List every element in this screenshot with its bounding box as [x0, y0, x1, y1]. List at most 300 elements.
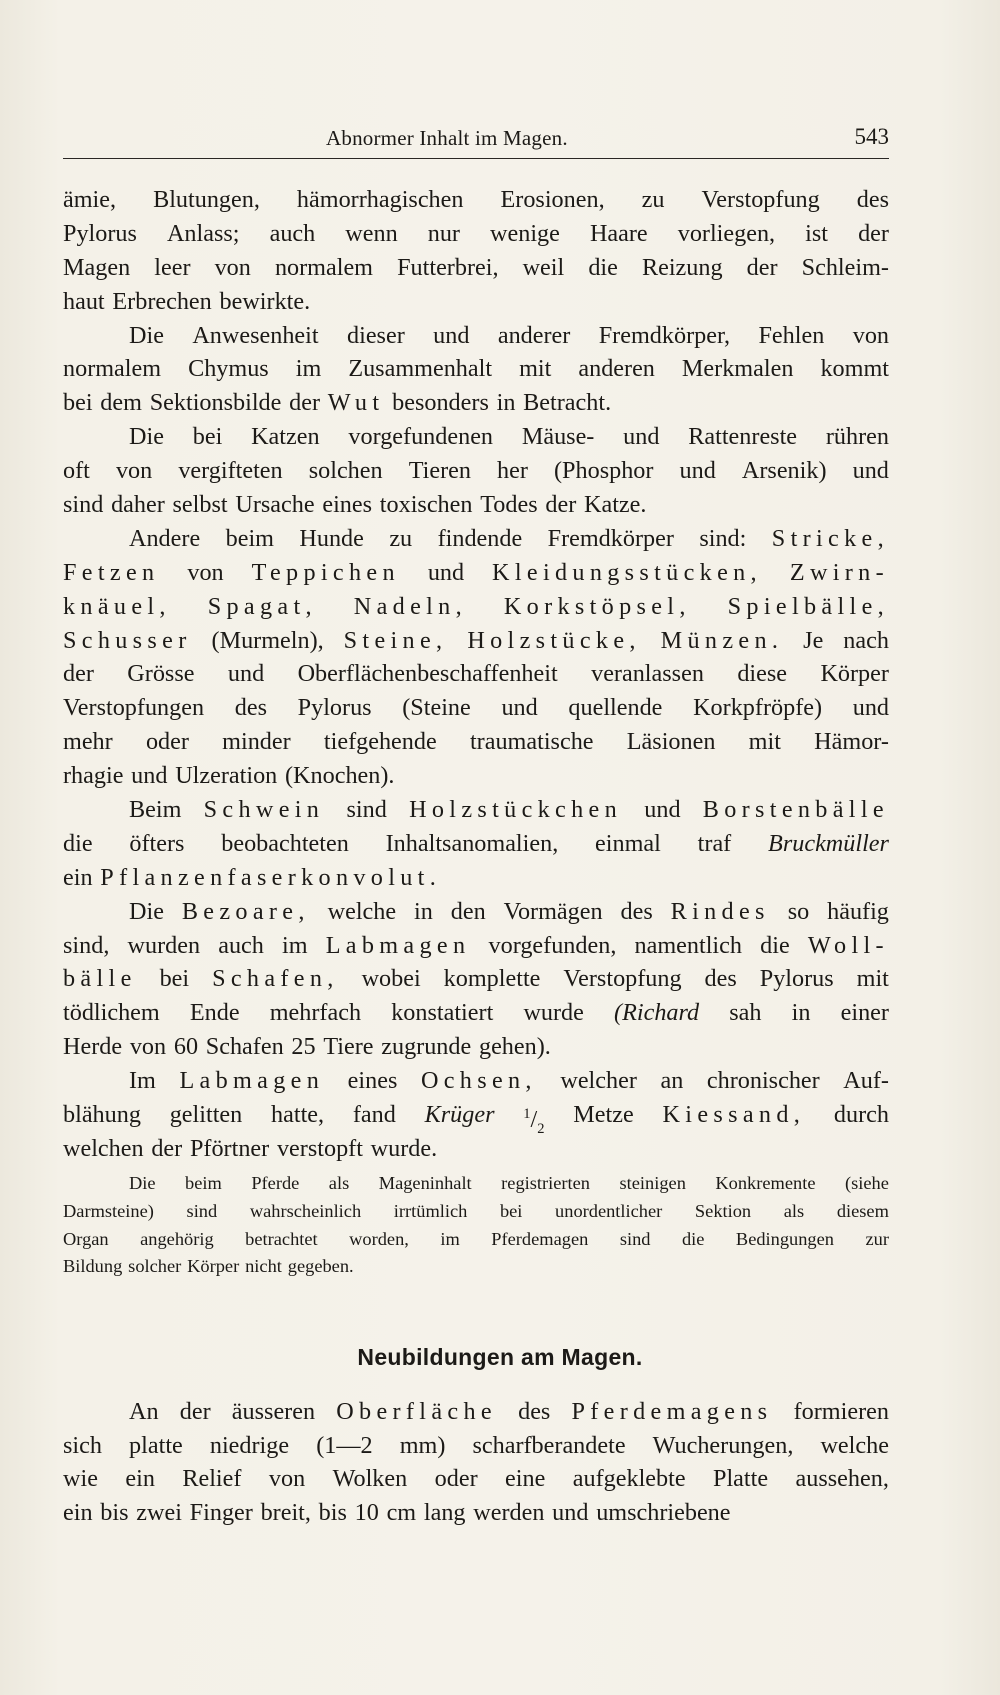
- word: Oberfläche: [336, 1398, 497, 1425]
- text-line: [63, 1395, 889, 1429]
- word: durch: [833, 1101, 889, 1129]
- word: registrierten: [501, 1173, 591, 1193]
- word: welcher: [560, 1067, 637, 1095]
- word: wenn: [345, 219, 398, 247]
- word: ein: [63, 863, 93, 891]
- word: bei: [159, 965, 190, 993]
- word: der: [858, 219, 889, 247]
- word: Korkpfröpfe): [693, 694, 823, 722]
- text-line: [63, 1496, 889, 1530]
- word: Vormägen: [503, 897, 603, 925]
- text-line: [63, 929, 889, 963]
- word: selbst: [172, 491, 228, 519]
- word: Futterbrei,: [397, 253, 499, 281]
- word: Wolken: [332, 1465, 408, 1492]
- text-line: [63, 962, 889, 996]
- word: ein: [125, 1465, 155, 1492]
- word: wurden: [127, 931, 201, 959]
- word: Ende: [189, 999, 240, 1027]
- word: unordentlicher: [555, 1200, 663, 1221]
- word: steinigen: [619, 1173, 686, 1193]
- word: im: [440, 1228, 460, 1249]
- word: und: [852, 694, 889, 722]
- text-line: [63, 217, 889, 251]
- word: mehr: [63, 728, 113, 756]
- word: chronischer: [706, 1067, 820, 1095]
- word: Die: [129, 897, 164, 925]
- word: Rindes: [670, 897, 770, 925]
- word: oder: [145, 728, 189, 756]
- word: Blutungen,: [153, 186, 260, 213]
- word: breit,: [260, 1498, 311, 1526]
- word: nach: [843, 626, 889, 654]
- text-line: [63, 691, 889, 725]
- word: Reizung: [641, 253, 723, 281]
- word: von: [115, 457, 153, 485]
- word: an: [660, 1067, 684, 1095]
- word: wurde.: [370, 1134, 438, 1162]
- word: welchen: [63, 1134, 144, 1162]
- word: des: [234, 694, 267, 722]
- word: Die: [129, 423, 164, 451]
- text-line: [63, 657, 889, 691]
- word: her: [497, 457, 528, 485]
- word: einmal: [595, 829, 661, 857]
- word: Ursache: [235, 491, 315, 519]
- word: Tiere: [323, 1033, 374, 1061]
- word: Teppichen: [251, 558, 400, 586]
- word: Zusammenhalt: [348, 355, 493, 383]
- text-line: [63, 827, 889, 861]
- word: auch: [218, 931, 264, 959]
- word: worden,: [349, 1228, 409, 1249]
- word: Bezoare,: [181, 897, 310, 925]
- word: leer: [154, 253, 191, 281]
- text-line: [63, 624, 889, 658]
- word: die: [760, 931, 790, 959]
- word: so: [787, 897, 810, 925]
- word: Fremdkörper,: [598, 321, 731, 349]
- word: werden: [473, 1498, 545, 1526]
- word: Schleim-: [801, 253, 889, 281]
- word: von: [129, 1033, 167, 1061]
- word: hatte,: [271, 1101, 325, 1129]
- word: beim: [225, 524, 274, 552]
- word: diese: [737, 660, 788, 688]
- word: traf: [697, 829, 732, 857]
- word: Merkmalen: [681, 355, 794, 383]
- word: bewirkte.: [219, 287, 311, 315]
- word: Sektionsbilde: [149, 389, 282, 417]
- text-line: [63, 1253, 889, 1281]
- word: Mäuse-: [521, 423, 595, 451]
- word: Bruckmüller: [768, 829, 889, 857]
- word: haut: [63, 287, 105, 315]
- word: Kleidungsstücken,: [492, 558, 762, 586]
- word: Katzen: [251, 423, 320, 451]
- word: Korkstöpsel,: [503, 592, 691, 620]
- word: und: [552, 1498, 589, 1526]
- page-number: 543: [854, 124, 889, 149]
- word: Pylorus: [63, 219, 137, 247]
- word: Oberflächenbeschaffenheit: [297, 660, 558, 688]
- word: zugrunde: [381, 1033, 472, 1061]
- word: Je: [803, 626, 824, 654]
- word: Münzen.: [660, 626, 784, 654]
- text-line: [63, 725, 889, 759]
- word: lang: [423, 1498, 466, 1526]
- word: auch: [269, 219, 316, 247]
- word: Wucherungen,: [652, 1431, 794, 1459]
- word: $^1/_2$: [523, 1106, 545, 1137]
- word: Nadeln,: [353, 592, 467, 620]
- word: (1—2: [316, 1431, 373, 1459]
- word: und: [852, 457, 889, 485]
- word: dem: [100, 389, 142, 417]
- word: solchen: [308, 457, 383, 485]
- word: gegeben.: [287, 1256, 354, 1277]
- word: konstatiert: [391, 999, 494, 1027]
- word: umschriebene: [596, 1498, 731, 1526]
- word: blähung: [63, 1101, 141, 1129]
- word: namentlich: [634, 931, 742, 959]
- word: sind: [346, 796, 387, 824]
- text-line: [63, 1098, 889, 1137]
- word: anderer: [497, 321, 571, 349]
- word: Organ: [63, 1228, 109, 1249]
- text-line: [63, 895, 889, 929]
- word: Bedingungen: [735, 1228, 834, 1249]
- word: Ulzeration: [175, 762, 278, 790]
- word: in: [496, 389, 516, 417]
- word: und: [644, 796, 681, 824]
- word: vorgefunden,: [488, 931, 617, 959]
- word: Erosionen,: [500, 186, 605, 213]
- word: Fehlen: [758, 321, 825, 349]
- word: (siehe: [844, 1173, 889, 1193]
- word: Auf-: [843, 1067, 889, 1095]
- word: sind: [619, 1228, 651, 1249]
- word: Verstopfungen: [63, 694, 205, 722]
- text-line: [63, 590, 889, 624]
- word: mm): [399, 1431, 446, 1459]
- word: Körper: [820, 660, 889, 688]
- word: Mageninhalt: [378, 1173, 472, 1193]
- word: Krüger: [424, 1101, 495, 1129]
- text-line: [63, 861, 889, 895]
- word: solcher: [128, 1256, 182, 1277]
- word: bei: [63, 389, 93, 417]
- word: Schwein: [203, 796, 325, 824]
- word: (Steine: [402, 694, 471, 722]
- word: beim: [185, 1173, 222, 1193]
- word: nicht: [245, 1256, 282, 1277]
- word: aufgeklebte: [572, 1465, 686, 1492]
- text-line: [63, 1064, 889, 1098]
- word: welche: [820, 1431, 889, 1459]
- word: Katze.: [584, 491, 647, 519]
- text-line: [63, 285, 889, 319]
- word: Holzstücke,: [467, 626, 641, 654]
- word: besonders: [392, 389, 489, 417]
- word: kommt: [820, 355, 889, 383]
- word: in: [791, 999, 811, 1027]
- word: Verstopfung: [563, 965, 682, 993]
- word: Darmsteine): [63, 1200, 154, 1221]
- word: Fetzen: [63, 558, 160, 586]
- word: ein: [63, 1498, 93, 1526]
- word: Rattenreste: [688, 423, 798, 451]
- word: Beim: [129, 796, 182, 824]
- word: der: [545, 491, 577, 519]
- word: Pförtner: [189, 1134, 270, 1162]
- word: mehrfach: [269, 999, 362, 1027]
- word: Pferde: [251, 1173, 300, 1193]
- word: zur: [865, 1228, 889, 1249]
- word: im: [282, 931, 308, 959]
- word: Kiessand,: [662, 1101, 806, 1129]
- word: 60: [173, 1033, 199, 1061]
- word: bis: [318, 1498, 347, 1526]
- word: Andere: [129, 524, 201, 552]
- text-line: [63, 183, 889, 217]
- word: Herde: [63, 1033, 123, 1061]
- word: mit: [748, 728, 781, 756]
- word: daher: [111, 491, 165, 519]
- word: gehen).: [478, 1033, 551, 1061]
- word: 10: [354, 1498, 379, 1526]
- word: bälle: [63, 965, 137, 993]
- word: ämie,: [63, 186, 117, 213]
- word: einer: [840, 999, 889, 1027]
- text-line: [63, 251, 889, 285]
- word: und: [427, 558, 465, 586]
- word: vorliegen,: [677, 219, 776, 247]
- word: formieren: [793, 1398, 889, 1425]
- word: welche: [327, 897, 397, 925]
- word: wobei: [361, 965, 421, 993]
- word: und: [131, 762, 168, 790]
- word: Steine,: [343, 626, 448, 654]
- word: die: [681, 1228, 705, 1249]
- word: die: [63, 829, 93, 857]
- word: Pferdemagen: [491, 1228, 589, 1249]
- text-line: [63, 488, 889, 522]
- word: im: [295, 355, 322, 383]
- word: scharfberandete: [472, 1431, 626, 1459]
- word: tiefgehende: [323, 728, 437, 756]
- text-line: [63, 386, 889, 420]
- word: traumatische: [469, 728, 594, 756]
- word: der: [746, 253, 778, 281]
- word: Labmagen: [325, 931, 471, 959]
- word: (Murmeln),: [211, 626, 324, 654]
- main-text: [63, 183, 889, 1166]
- word: 25: [291, 1033, 316, 1061]
- text-line: [63, 352, 889, 386]
- word: Hämor-: [814, 728, 889, 756]
- word: Hunde: [299, 524, 364, 552]
- word: oder: [434, 1465, 478, 1492]
- word: eine: [505, 1465, 546, 1492]
- text-line: [63, 1170, 889, 1198]
- word: Metze: [573, 1101, 634, 1129]
- word: der: [179, 1398, 211, 1425]
- word: Pferdemagens: [571, 1398, 773, 1425]
- word: verstopft: [276, 1134, 363, 1162]
- word: irrtümlich: [393, 1200, 468, 1221]
- running-head: Abnormer Inhalt im Magen.: [326, 126, 568, 150]
- word: Läsionen: [626, 728, 716, 756]
- text-line: [63, 1226, 889, 1254]
- word: Pflanzenfaserkonvolut.: [100, 863, 442, 891]
- word: von: [214, 253, 251, 281]
- word: diesem: [836, 1200, 889, 1221]
- text-line: [63, 522, 889, 556]
- word: die: [588, 253, 618, 281]
- word: Spagat,: [207, 592, 317, 620]
- word: oft: [63, 457, 90, 485]
- word: in: [414, 897, 433, 925]
- word: häufig: [827, 897, 889, 925]
- word: Todes: [480, 491, 538, 519]
- word: Woll-: [807, 931, 889, 959]
- word: findende: [437, 524, 523, 552]
- word: weil: [522, 253, 565, 281]
- word: niedrige: [209, 1431, 290, 1459]
- word: des: [518, 1398, 551, 1425]
- word: toxischen: [379, 491, 473, 519]
- word: Bildung: [63, 1256, 123, 1277]
- text-line: [63, 454, 889, 488]
- word: wie: [63, 1465, 98, 1492]
- word: von: [187, 558, 224, 586]
- word: von: [852, 321, 889, 349]
- word: angehörig: [140, 1228, 214, 1249]
- word: Im: [129, 1067, 156, 1095]
- word: Schafen: [205, 1033, 284, 1061]
- word: Stricke,: [771, 524, 889, 552]
- word: und: [433, 321, 470, 349]
- word: Körper: [187, 1256, 240, 1277]
- word: Haare: [589, 219, 648, 247]
- word: Pylorus: [297, 694, 372, 722]
- word: rühren: [825, 423, 889, 451]
- word: platte: [129, 1431, 183, 1459]
- small-print-note: [63, 1170, 889, 1281]
- section-text: [63, 1395, 889, 1529]
- word: Wut: [327, 389, 385, 417]
- word: Anlass;: [166, 219, 240, 247]
- text-line: [63, 420, 889, 454]
- word: zu: [389, 524, 413, 552]
- word: Inhaltsanomalien,: [385, 829, 559, 857]
- word: beobachteten: [221, 829, 349, 857]
- word: und: [501, 694, 538, 722]
- word: Platte: [713, 1465, 769, 1492]
- word: minder: [222, 728, 291, 756]
- word: Konkremente: [715, 1173, 816, 1193]
- word: wurde: [523, 999, 584, 1027]
- text-line: [63, 1429, 889, 1463]
- page-header: [63, 122, 889, 159]
- word: zwei: [136, 1498, 182, 1526]
- word: sind: [63, 491, 104, 519]
- word: rhagie: [63, 762, 124, 790]
- word: Magen: [63, 253, 131, 281]
- word: Erbrechen: [112, 287, 212, 315]
- text-line: [63, 1030, 889, 1064]
- word: mit: [856, 965, 889, 993]
- word: und: [623, 423, 660, 451]
- word: aussehen,: [795, 1465, 889, 1492]
- word: betrachtet: [245, 1228, 318, 1249]
- word: als: [328, 1173, 350, 1193]
- word: mit: [519, 355, 552, 383]
- word: sah: [729, 999, 762, 1027]
- section-heading: Neubildungen am Magen.: [357, 1344, 643, 1370]
- word: des: [620, 897, 653, 925]
- word: des: [856, 186, 889, 213]
- text-line: [63, 793, 889, 827]
- word: Ochsen,: [420, 1067, 537, 1095]
- word: Borstenbälle: [702, 796, 889, 824]
- word: bei: [499, 1200, 523, 1221]
- word: Betracht.: [523, 389, 612, 417]
- word: anderen: [578, 355, 655, 383]
- text-line: [63, 1132, 889, 1166]
- word: veranlassen: [591, 660, 704, 688]
- word: eines: [347, 1067, 398, 1095]
- word: (Phosphor: [554, 457, 654, 485]
- word: Zwirn-: [789, 558, 889, 586]
- word: Fremdkörper: [547, 524, 674, 552]
- word: Schusser: [63, 626, 192, 654]
- word: bis: [100, 1498, 129, 1526]
- word: Relief: [182, 1465, 242, 1492]
- word: der: [63, 660, 94, 688]
- text-line: [63, 1198, 889, 1226]
- word: der: [151, 1134, 183, 1162]
- word: äusseren: [231, 1398, 316, 1425]
- word: Holzstückchen: [409, 796, 623, 824]
- word: Spielbälle,: [727, 592, 889, 620]
- word: Grösse: [127, 660, 195, 688]
- text-line: [63, 556, 889, 590]
- word: sind,: [63, 931, 110, 959]
- word: hämorrhagischen: [296, 186, 464, 213]
- text-line: [63, 1462, 889, 1496]
- word: komplette: [443, 965, 541, 993]
- word: öfters: [129, 829, 185, 857]
- word: sich: [63, 1431, 102, 1459]
- word: Tieren: [408, 457, 471, 485]
- word: knäuel,: [63, 592, 171, 620]
- word: eines: [322, 491, 373, 519]
- word: Arsenik): [741, 457, 827, 485]
- word: nur: [427, 219, 460, 247]
- word: zu: [641, 186, 665, 213]
- word: Anwesenheit: [192, 321, 319, 349]
- word: des: [704, 965, 737, 993]
- word: als: [783, 1200, 805, 1221]
- word: dieser: [347, 321, 405, 349]
- word: Die: [129, 1173, 156, 1193]
- text-line: [63, 319, 889, 353]
- word: wahrscheinlich: [249, 1200, 362, 1221]
- word: gelitten: [169, 1101, 243, 1129]
- word: vorgefundenen: [348, 423, 494, 451]
